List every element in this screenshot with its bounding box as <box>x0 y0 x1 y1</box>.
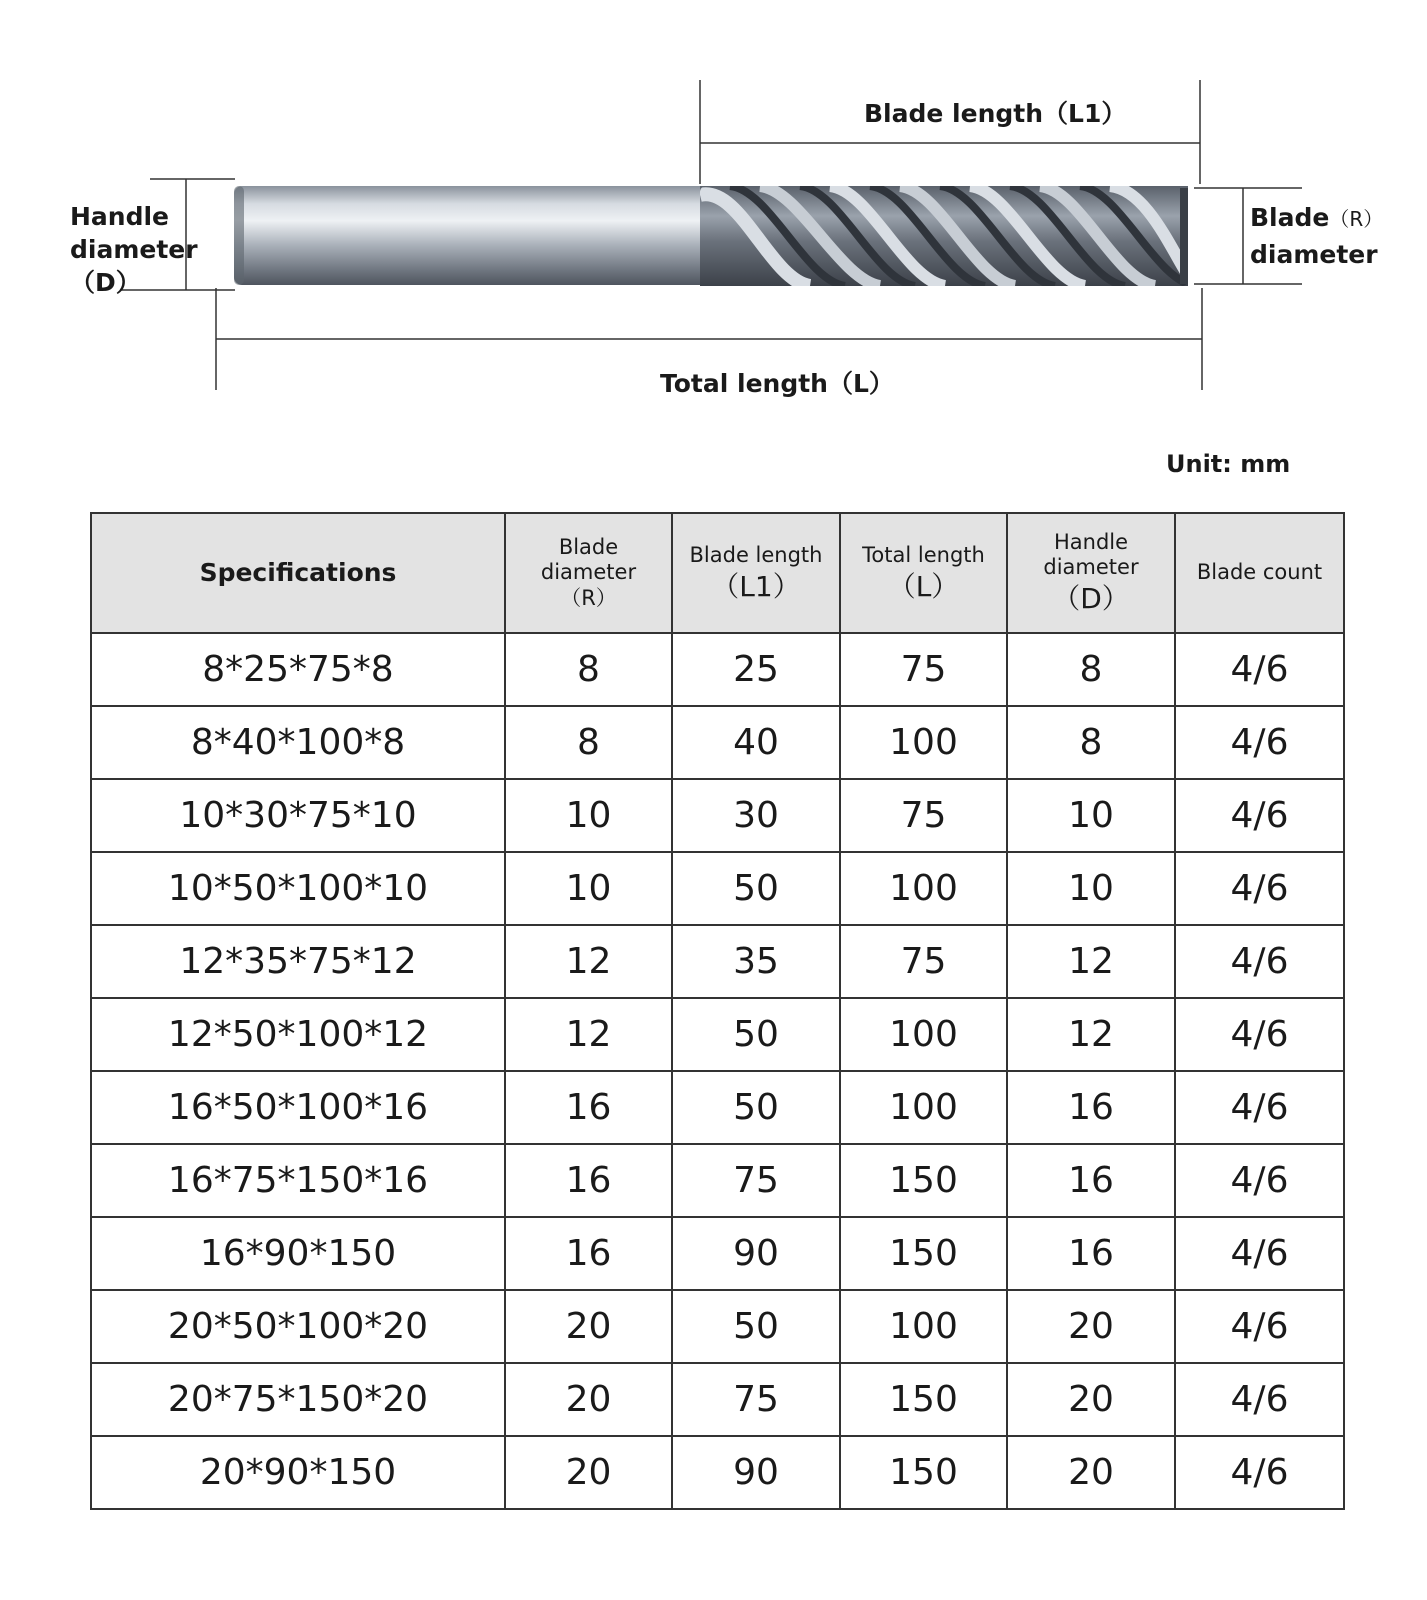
cell-blade-count: 4/6 <box>1175 1436 1344 1509</box>
cell-specification: 20*90*150 <box>91 1436 505 1509</box>
header-total-length <box>840 513 1007 633</box>
cell-blade-length: 50 <box>672 1290 840 1363</box>
specifications-table <box>90 512 1345 1510</box>
handle-diameter-label-line2: diameter <box>70 235 198 264</box>
tool-shank <box>234 186 710 285</box>
blade-diameter-label <box>1250 200 1383 272</box>
cell-total-length: 150 <box>840 1363 1007 1436</box>
cell-specification: 16*90*150 <box>91 1217 505 1290</box>
header-handle-diameter-line3: （D） <box>1052 582 1130 616</box>
cell-blade-count: 4/6 <box>1175 1071 1344 1144</box>
cell-blade-diameter: 16 <box>505 1144 672 1217</box>
cell-specification: 20*50*100*20 <box>91 1290 505 1363</box>
tool-tip <box>1180 188 1188 284</box>
blade-length-label: Blade length（L1） <box>864 99 1127 128</box>
cell-specification: 16*50*100*16 <box>91 1071 505 1144</box>
cell-blade-count: 4/6 <box>1175 779 1344 852</box>
cell-specification: 16*75*150*16 <box>91 1144 505 1217</box>
header-handle-diameter-line2: diameter <box>1043 555 1139 580</box>
header-blade-diameter-line3: （R） <box>560 585 617 610</box>
cell-blade-length: 30 <box>672 779 840 852</box>
cell-handle-diameter: 20 <box>1007 1363 1175 1436</box>
end-mill-tool <box>234 186 1195 286</box>
cell-specification: 12*35*75*12 <box>91 925 505 998</box>
cell-total-length: 100 <box>840 1290 1007 1363</box>
blade-diameter-label-line1: Blade <box>1250 203 1330 232</box>
cell-specification: 20*75*150*20 <box>91 1363 505 1436</box>
cell-total-length: 150 <box>840 1436 1007 1509</box>
table-row <box>91 998 1344 1071</box>
cell-blade-diameter: 10 <box>505 779 672 852</box>
cell-blade-count: 4/6 <box>1175 1217 1344 1290</box>
cell-blade-length: 50 <box>672 1071 840 1144</box>
cell-blade-diameter: 16 <box>505 1071 672 1144</box>
end-mill-diagram <box>0 0 1427 420</box>
cell-blade-diameter: 16 <box>505 1217 672 1290</box>
cell-specification: 12*50*100*12 <box>91 998 505 1071</box>
header-blade-count <box>1175 513 1344 633</box>
table-row <box>91 706 1344 779</box>
blade-diameter-label-line2: diameter <box>1250 240 1378 269</box>
cell-blade-diameter: 8 <box>505 706 672 779</box>
cell-blade-length: 50 <box>672 852 840 925</box>
cell-specification: 8*25*75*8 <box>91 633 505 706</box>
header-blade-length <box>672 513 840 633</box>
cell-total-length: 100 <box>840 706 1007 779</box>
table-row <box>91 1144 1344 1217</box>
cell-handle-diameter: 12 <box>1007 998 1175 1071</box>
cell-blade-count: 4/6 <box>1175 925 1344 998</box>
handle-diameter-label <box>70 200 198 299</box>
cell-blade-length: 50 <box>672 998 840 1071</box>
table-row <box>91 1217 1344 1290</box>
tool-shank-edge <box>234 186 244 285</box>
cell-total-length: 150 <box>840 1144 1007 1217</box>
header-specifications-line1: Specifications <box>199 558 397 587</box>
table-row <box>91 1436 1344 1509</box>
cell-total-length: 100 <box>840 998 1007 1071</box>
cell-specification: 8*40*100*8 <box>91 706 505 779</box>
cell-blade-count: 4/6 <box>1175 1144 1344 1217</box>
cell-blade-length: 40 <box>672 706 840 779</box>
cell-blade-diameter: 20 <box>505 1363 672 1436</box>
cell-blade-count: 4/6 <box>1175 852 1344 925</box>
header-blade-diameter-line1: Blade <box>558 535 619 560</box>
cell-specification: 10*50*100*10 <box>91 852 505 925</box>
handle-diameter-label-line3: （D） <box>70 268 141 297</box>
cell-handle-diameter: 10 <box>1007 779 1175 852</box>
cell-blade-length: 75 <box>672 1144 840 1217</box>
cell-total-length: 75 <box>840 633 1007 706</box>
cell-blade-diameter: 10 <box>505 852 672 925</box>
cell-blade-count: 4/6 <box>1175 633 1344 706</box>
header-blade-length-line2: （L1） <box>711 569 801 603</box>
cell-blade-diameter: 12 <box>505 998 672 1071</box>
header-blade-diameter <box>505 513 672 633</box>
cell-blade-diameter: 8 <box>505 633 672 706</box>
table-row <box>91 633 1344 706</box>
table-body <box>91 633 1344 1509</box>
header-blade-count-line1: Blade count <box>1196 560 1323 585</box>
cell-total-length: 75 <box>840 779 1007 852</box>
cell-blade-count: 4/6 <box>1175 706 1344 779</box>
header-specifications <box>91 513 505 633</box>
table-row <box>91 852 1344 925</box>
header-blade-length-line1: Blade length <box>689 542 823 567</box>
cell-blade-count: 4/6 <box>1175 1363 1344 1436</box>
table-header-row <box>91 513 1344 633</box>
cell-handle-diameter: 16 <box>1007 1217 1175 1290</box>
cell-total-length: 100 <box>840 1071 1007 1144</box>
cell-blade-diameter: 12 <box>505 925 672 998</box>
cell-total-length: 100 <box>840 852 1007 925</box>
handle-diameter-label-line1: Handle <box>70 202 170 231</box>
total-length-label: Total length（L） <box>660 369 894 398</box>
cell-handle-diameter: 8 <box>1007 706 1175 779</box>
header-total-length-line2: （L） <box>887 569 960 603</box>
cell-handle-diameter: 16 <box>1007 1071 1175 1144</box>
cell-blade-length: 90 <box>672 1436 840 1509</box>
cell-handle-diameter: 20 <box>1007 1436 1175 1509</box>
cell-blade-diameter: 20 <box>505 1290 672 1363</box>
header-blade-diameter-line2: diameter <box>540 560 637 585</box>
table-row <box>91 779 1344 852</box>
cell-blade-length: 75 <box>672 1363 840 1436</box>
cell-handle-diameter: 8 <box>1007 633 1175 706</box>
cell-blade-length: 90 <box>672 1217 840 1290</box>
table-row <box>91 1363 1344 1436</box>
cell-handle-diameter: 16 <box>1007 1144 1175 1217</box>
tool-blade-body <box>700 186 1188 286</box>
table-row <box>91 925 1344 998</box>
table-row <box>91 1290 1344 1363</box>
blade-diameter-label-paren: （R） <box>1329 207 1384 231</box>
header-total-length-line1: Total length <box>862 542 985 567</box>
cell-total-length: 150 <box>840 1217 1007 1290</box>
cell-handle-diameter: 12 <box>1007 925 1175 998</box>
cell-blade-count: 4/6 <box>1175 1290 1344 1363</box>
header-handle-diameter <box>1007 513 1175 633</box>
header-handle-diameter-line1: Handle <box>1053 530 1129 555</box>
cell-handle-diameter: 20 <box>1007 1290 1175 1363</box>
cell-specification: 10*30*75*10 <box>91 779 505 852</box>
cell-total-length: 75 <box>840 925 1007 998</box>
cell-blade-length: 25 <box>672 633 840 706</box>
unit-label: Unit: mm <box>1166 450 1291 478</box>
cell-handle-diameter: 10 <box>1007 852 1175 925</box>
cell-blade-length: 35 <box>672 925 840 998</box>
cell-blade-diameter: 20 <box>505 1436 672 1509</box>
table-row <box>91 1071 1344 1144</box>
cell-blade-count: 4/6 <box>1175 998 1344 1071</box>
